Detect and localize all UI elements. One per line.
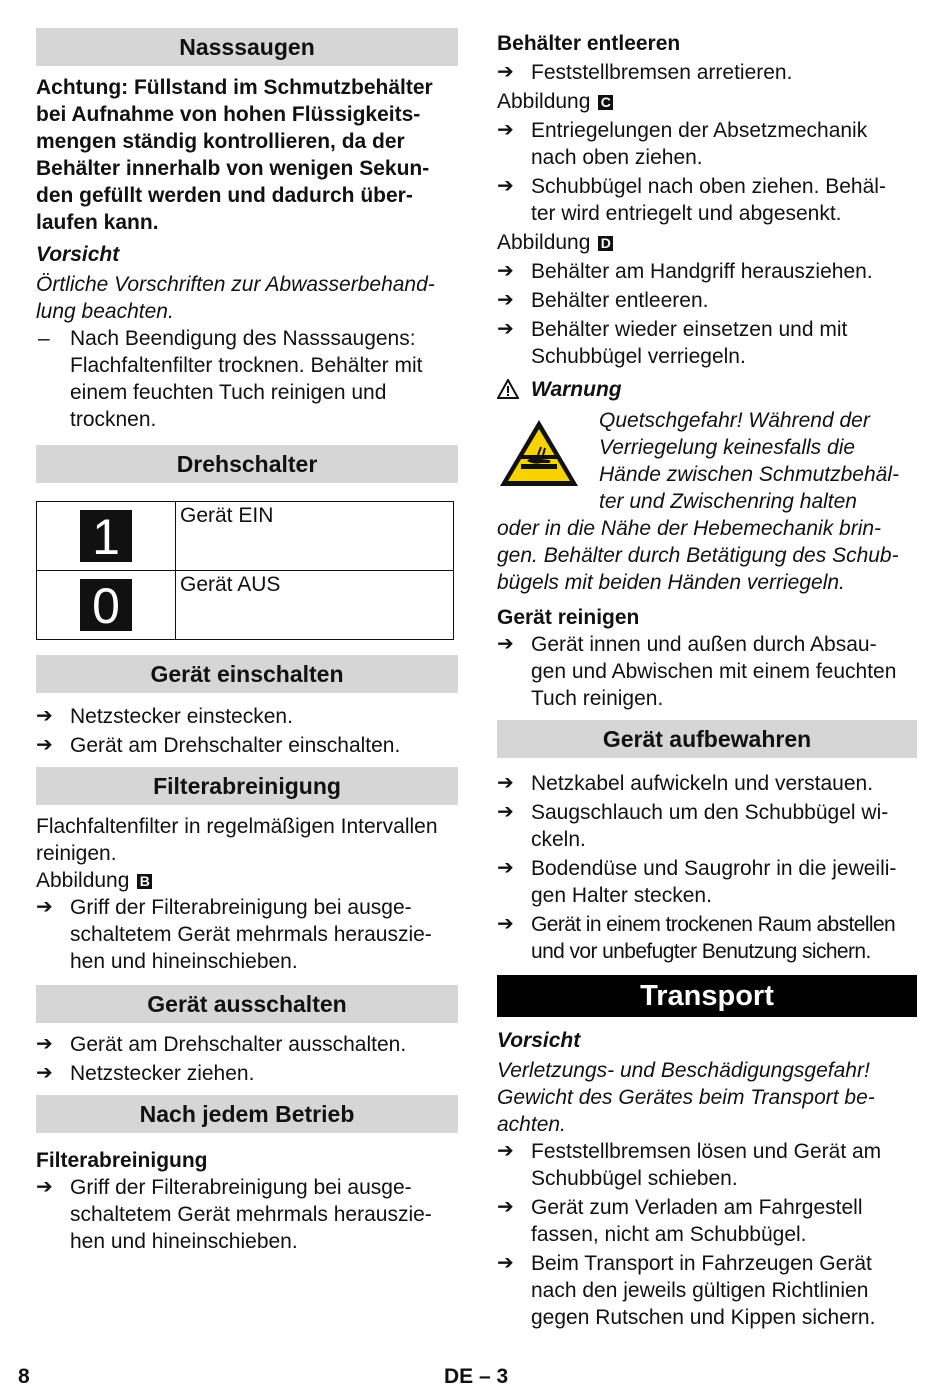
figure-reference: Abbildung C <box>497 88 917 115</box>
switch-off-label: Gerät AUS <box>176 571 454 640</box>
step-item: ➔ Feststellbremsen lösen und Gerät am Schubbügel schieben. <box>497 1140 882 1190</box>
caution-label: Vorsicht <box>36 243 120 266</box>
arrow-icon: ➔ <box>497 772 514 794</box>
switch-on-symbol: 1 <box>80 510 132 562</box>
step-item: ➔ Gerät innen und außen durch Absau- gen und Abwischen mit einem feuchten Tuch reinigen. <box>497 633 897 710</box>
subheading-reinigen: Gerät reinigen <box>497 606 640 629</box>
switch-off-symbol: 0 <box>80 579 132 631</box>
heading-nach-betrieb: Nach jedem Betrieb <box>36 1095 458 1133</box>
arrow-icon: ➔ <box>497 913 514 935</box>
caution-text: Örtliche Vorschriften zur Abwasserbehand- lung beachten. <box>36 273 435 323</box>
step-item: ➔ Behälter entleeren. <box>497 289 709 312</box>
figure-tag-c: C <box>598 95 613 110</box>
right-column <box>497 30 917 1331</box>
subheading-entleeren: Behälter entleeren <box>497 32 681 55</box>
step-item: ➔ Gerät in einem trockenen Raum abstellen und vor unbefugter Benutzung sichern. <box>497 913 896 963</box>
arrow-icon: ➔ <box>497 175 514 197</box>
warning-text-continued: oder in die Nähe der Hebemechanik brin- gen. Behälter durch Betätigung des Schub- bügels mit beiden Händen verriegeln. <box>497 517 899 594</box>
arrow-icon: ➔ <box>36 1062 53 1084</box>
arrow-icon: ➔ <box>36 1176 53 1198</box>
step-item: ➔ Gerät am Drehschalter ausschalten. <box>36 1033 407 1056</box>
heading-ausschalten: Gerät ausschalten <box>36 985 458 1023</box>
switch-table <box>36 501 454 640</box>
nasssaugen-warning: Achtung: Füllstand im Schmutzbehälter bei Aufnahme von hohen Flüssigkeits- mengen ständig kontrollieren, da der Behälter innerhalb von wenigen Sekun- den gefüllt werden und dadurch über- laufen kann. <box>36 76 433 234</box>
heading-filterabreinigung: Filterabreinigung <box>36 767 458 805</box>
heading-transport: Transport <box>497 975 917 1017</box>
dash-list-item: – Nach Beendigung des Nasssaugens: Flachfaltenfilter trocknen. Behälter mit einem feuchten Tuch reinigen und trocknen. <box>38 327 423 431</box>
step-item: ➔ Bodendüse und Saugrohr in die jeweili- gen Halter stecken. <box>497 857 897 907</box>
left-column <box>36 28 458 1255</box>
arrow-icon: ➔ <box>36 896 53 918</box>
heading-einschalten: Gerät einschalten <box>36 655 458 693</box>
step-item: ➔ Netzstecker ziehen. <box>36 1062 255 1085</box>
step-item: ➔ Entriegelungen der Absetzmechanik nach oben ziehen. <box>497 119 868 169</box>
arrow-icon: ➔ <box>497 318 514 340</box>
step-item: ➔ Griff der Filterabreinigung bei ausge- schaltetem Gerät mehrmals herauszie- hen und hineinschieben. <box>36 1176 432 1253</box>
step-item: ➔ Griff der Filterabreinigung bei ausge- schaltetem Gerät mehrmals herauszie- hen und hineinschieben. <box>36 896 432 973</box>
step-item: ➔ Beim Transport in Fahrzeugen Gerät nach den jeweils gültigen Richtlinien gegen Rutschen und Kippen sichern. <box>497 1252 876 1329</box>
arrow-icon: ➔ <box>36 1033 53 1055</box>
section-label: DE – 3 <box>444 1365 509 1388</box>
figure-tag-b: B <box>137 874 152 889</box>
heading-nasssaugen: Nasssaugen <box>36 28 458 66</box>
step-item: ➔ Feststellbremsen arretieren. <box>497 61 793 84</box>
figure-reference: Abbildung D <box>497 229 917 256</box>
step-item: ➔ Netzstecker einstecken. <box>36 705 293 728</box>
arrow-icon: ➔ <box>497 289 514 311</box>
warning-block <box>497 407 917 596</box>
warning-text: Quetschgefahr! Während der Verriegelung keinesfalls die Hände zwischen Schmutzbehäl- ter und Zwischenring halten <box>599 409 899 513</box>
page-number: 8 <box>18 1365 30 1388</box>
switch-on-label: Gerät EIN <box>176 502 454 571</box>
step-item: ➔ Schubbügel nach oben ziehen. Behäl- ter wird entriegelt und abgesenkt. <box>497 175 886 225</box>
arrow-icon: ➔ <box>497 801 514 823</box>
arrow-icon: ➔ <box>497 633 514 655</box>
table-row <box>37 571 454 640</box>
figure-tag-d: D <box>598 236 613 251</box>
arrow-icon: ➔ <box>36 734 53 756</box>
heading-aufbewahren: Gerät aufbewahren <box>497 720 917 758</box>
step-item: ➔ Behälter am Handgriff herausziehen. <box>497 260 873 283</box>
arrow-icon: ➔ <box>497 1140 514 1162</box>
caution-label: Vorsicht <box>497 1029 581 1052</box>
figure-reference: Abbildung B <box>36 867 458 894</box>
caution-text: Verletzungs- und Beschädigungsgefahr! Gewicht des Gerätes beim Transport be- achten. <box>497 1059 875 1136</box>
filter-text: Flachfaltenfilter in regelmäßigen Intervallen reinigen. <box>36 815 438 865</box>
arrow-icon: ➔ <box>36 705 53 727</box>
step-item: ➔ Gerät am Drehschalter einschalten. <box>36 734 401 757</box>
arrow-icon: ➔ <box>497 260 514 282</box>
table-row <box>37 502 454 571</box>
step-item: ➔ Netzkabel aufwickeln und verstauen. <box>497 772 874 795</box>
arrow-icon: ➔ <box>497 1252 514 1274</box>
arrow-icon: ➔ <box>497 1196 514 1218</box>
step-item: ➔ Gerät zum Verladen am Fahrgestell fassen, nicht am Schubbügel. <box>497 1196 863 1246</box>
subheading-filterabreinigung: Filterabreinigung <box>36 1149 208 1172</box>
step-item: ➔ Behälter wieder einsetzen und mit Schubbügel verriegeln. <box>497 318 848 368</box>
warning-triangle-icon <box>497 379 519 399</box>
arrow-icon: ➔ <box>497 61 514 83</box>
arrow-icon: ➔ <box>497 857 514 879</box>
step-item: ➔ Saugschlauch um den Schubbügel wi- ckeln. <box>497 801 889 851</box>
warning-label: Warnung <box>497 376 917 403</box>
arrow-icon: ➔ <box>497 119 514 141</box>
heading-drehschalter: Drehschalter <box>36 445 458 483</box>
crush-hazard-warning-icon <box>497 417 581 489</box>
